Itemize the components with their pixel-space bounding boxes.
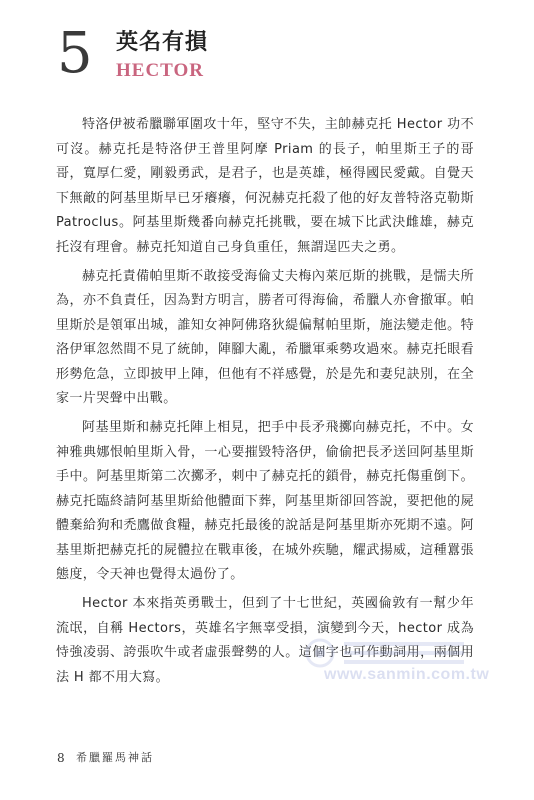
watermark-url: www.sanmin.com.tw (324, 666, 490, 683)
paragraph: Hector 本來指英勇戰士，但到了十七世紀，英國倫敦有一幫少年流氓，自稱 Hectors，英雄名字無辜受損，演變到今天，hector 成為恃強凌弱、誇張吹牛或者虛張聲勢的人。這個字也可作動詞用，兩個用法 H 都不用大寫。 (56, 596, 474, 685)
chapter-number: 5 (57, 21, 93, 86)
chapter-title: 英名有損 (116, 29, 209, 55)
chapter-subtitle: HECTOR (116, 60, 205, 81)
paragraph: 阿基里斯和赫克托陣上相見，把手中長矛飛擲向赫克托，不中。女神雅典娜恨帕里斯入骨，一心要摧毀特洛伊，偷偷把長矛送回阿基里斯手中。阿基里斯第二次擲矛，刺中了赫克托的鎖骨，赫克托傷重倒下。赫克托臨終請阿基里斯給他體面下葬，阿基里斯卻回答說，要把他的屍體棄給狗和禿鷹做食糧，赫克托最後的說話是阿基里斯亦死期不遠。阿基里斯把赫克托的屍體拉在戰車後，在城外疾馳，耀武揚威，這種囂張態度，令天神也覺得太過份了。 (56, 420, 474, 582)
paragraph: 赫克托責備帕里斯不敢接受海倫丈夫梅內萊厄斯的挑戰，是懦夫所為，亦不負責任，因為對方明言，勝者可得海倫，希臘人亦會撤軍。帕里斯於是領軍出城，誰知女神阿佛珞狄緹偏幫帕里斯，施法變走他。特洛伊軍忽然間不見了統帥，陣腳大亂，希臘軍乘勢攻過來。赫克托眼看形勢危急，立即披甲上陣，但他有不祥感覺，於是先和妻兒訣別，在全家一片哭聲中出戰。 (56, 268, 474, 406)
page-number: 8 (57, 751, 65, 765)
paragraph: 特洛伊被希臘聯軍圍攻十年，堅守不失，主帥赫克托 Hector 功不可沒。赫克托是特洛伊王普里阿摩 Priam 的長子，帕里斯王子的哥哥，寬厚仁愛，剛毅勇武，是君子，也是英雄，極得國民愛戴。自覺天下無敵的阿基里斯早已牙癢癢，何況赫克托殺了他的好友普特洛克勒斯 Patroclus。阿基里斯幾番向赫克托挑戰，要在城下比武決雌雄，赫克托沒有理會。赫克托知道自己身負重任，無謂逞匹夫之勇。 (56, 117, 474, 255)
body-text (56, 113, 474, 695)
running-title: 希臘羅馬神話 (76, 751, 154, 764)
